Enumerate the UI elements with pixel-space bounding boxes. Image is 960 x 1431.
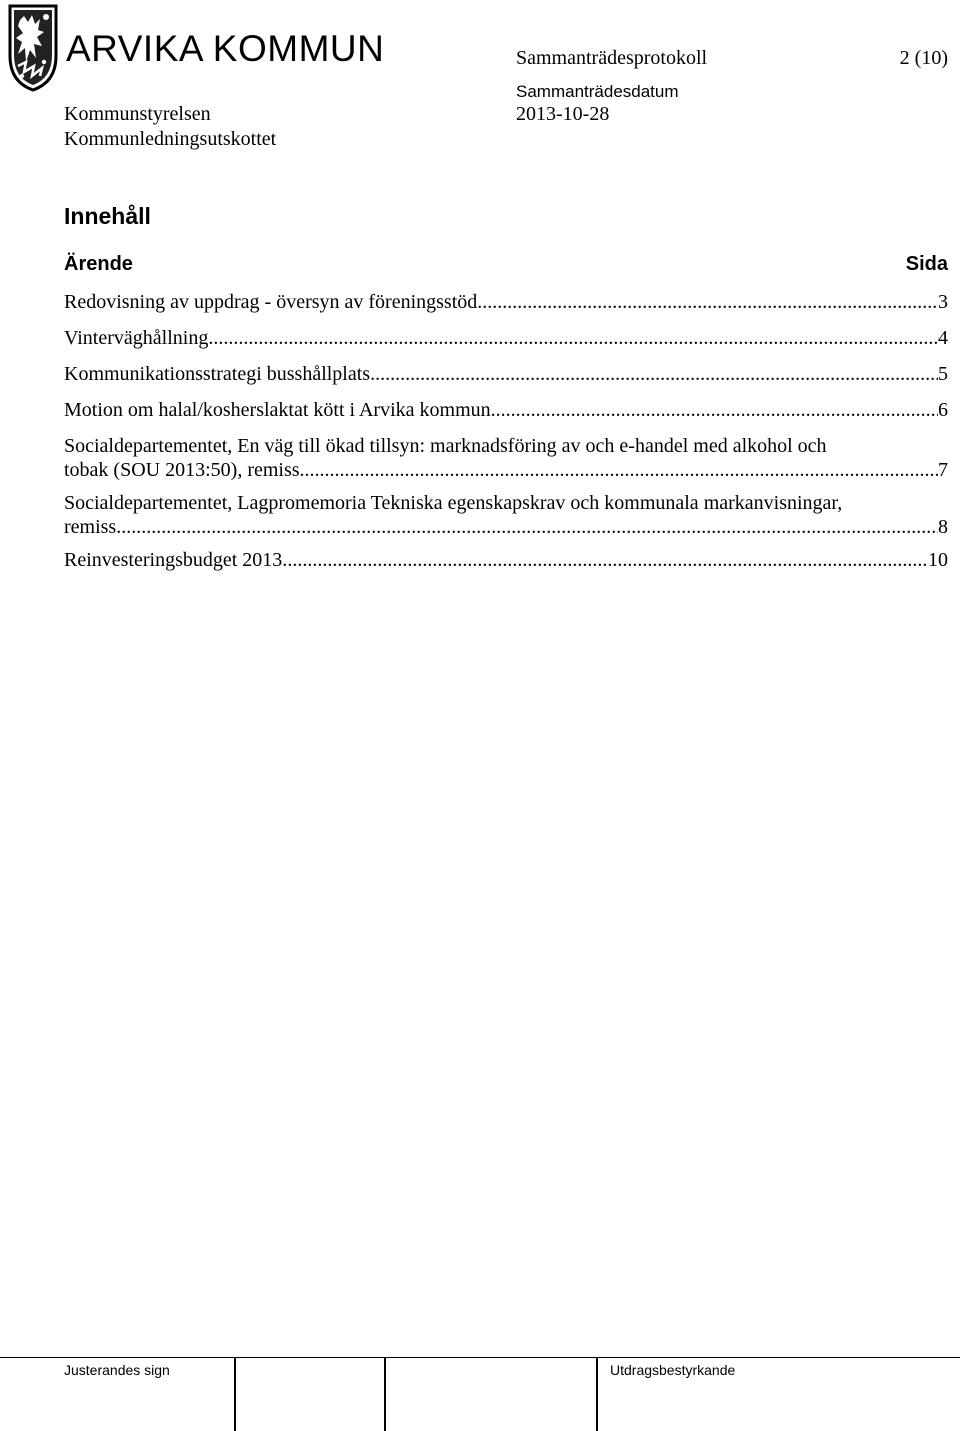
dot-leader xyxy=(116,515,938,539)
toc-column-headers xyxy=(64,253,948,276)
sub-organization: Kommunledningsutskottet xyxy=(64,128,277,150)
toc-entry[interactable] xyxy=(64,362,948,386)
toc-entry-page: 8 xyxy=(938,516,948,538)
toc-entry-title: Motion om halal/kosherslaktat kött i Arvika kommun xyxy=(64,399,491,421)
toc-list xyxy=(64,290,948,584)
toc-entry-page: 6 xyxy=(938,399,948,421)
toc-entry-title-line: tobak (SOU 2013:50), remiss xyxy=(64,459,300,481)
toc-page-header: Sida xyxy=(905,253,948,275)
municipal-coat-of-arms-icon xyxy=(4,2,62,92)
toc-entry-title: Redovisning av uppdrag - översyn av föreningsstöd xyxy=(64,291,478,313)
adjuster-sign-label: Justerandes sign xyxy=(64,1362,170,1378)
dot-leader xyxy=(477,290,938,314)
dot-leader xyxy=(208,326,938,350)
toc-entry-page: 4 xyxy=(938,327,948,349)
meeting-date: 2013-10-28 xyxy=(516,103,610,125)
toc-entry[interactable] xyxy=(64,326,948,350)
signature-box xyxy=(384,1358,596,1431)
toc-entry-title: Kommunikationsstrategi busshållplats xyxy=(64,363,371,385)
document-type: Sammanträdesprotokoll xyxy=(516,47,708,69)
organization: Kommunstyrelsen xyxy=(64,103,211,125)
toc-entry[interactable] xyxy=(64,548,948,572)
toc-entry-title: Reinvesteringsbudget 2013. xyxy=(64,549,288,571)
dot-leader xyxy=(300,458,938,482)
toc-entry[interactable] xyxy=(64,290,948,314)
toc-entry-page: 5 xyxy=(938,363,948,385)
toc-entry-title-line: Socialdepartementet, Lagpromemoria Tekniska egenskapskrav och kommunala markanvisningar, xyxy=(64,492,843,514)
toc-entry-page: 10 xyxy=(928,549,948,571)
page-number: 2 (10) xyxy=(899,47,948,69)
meeting-date-label: Sammanträdesdatum xyxy=(516,82,679,101)
dot-leader xyxy=(287,548,928,572)
toc-entry-title-line: Socialdepartementet, En väg till ökad tillsyn: marknadsföring av och e-handel med alkohol och xyxy=(64,435,827,457)
toc-title: Innehåll xyxy=(64,203,151,229)
toc-entry[interactable] xyxy=(64,398,948,422)
certification-label: Utdragsbestyrkande xyxy=(596,1358,960,1431)
toc-entry[interactable] xyxy=(64,434,948,482)
toc-entry-title: Vinterväghållning xyxy=(64,327,209,349)
signature-box xyxy=(234,1358,384,1431)
municipality-name: ARVIKA KOMMUN xyxy=(66,28,385,69)
signature-footer xyxy=(0,1357,960,1431)
toc-entry-title-line: remiss xyxy=(64,516,117,538)
toc-entry-page: 7 xyxy=(938,459,948,481)
toc-entry[interactable] xyxy=(64,491,948,539)
toc-subject-header: Ärende xyxy=(64,253,133,275)
dot-leader xyxy=(491,398,938,422)
toc-entry-page: 3 xyxy=(938,291,948,313)
dot-leader xyxy=(370,362,938,386)
